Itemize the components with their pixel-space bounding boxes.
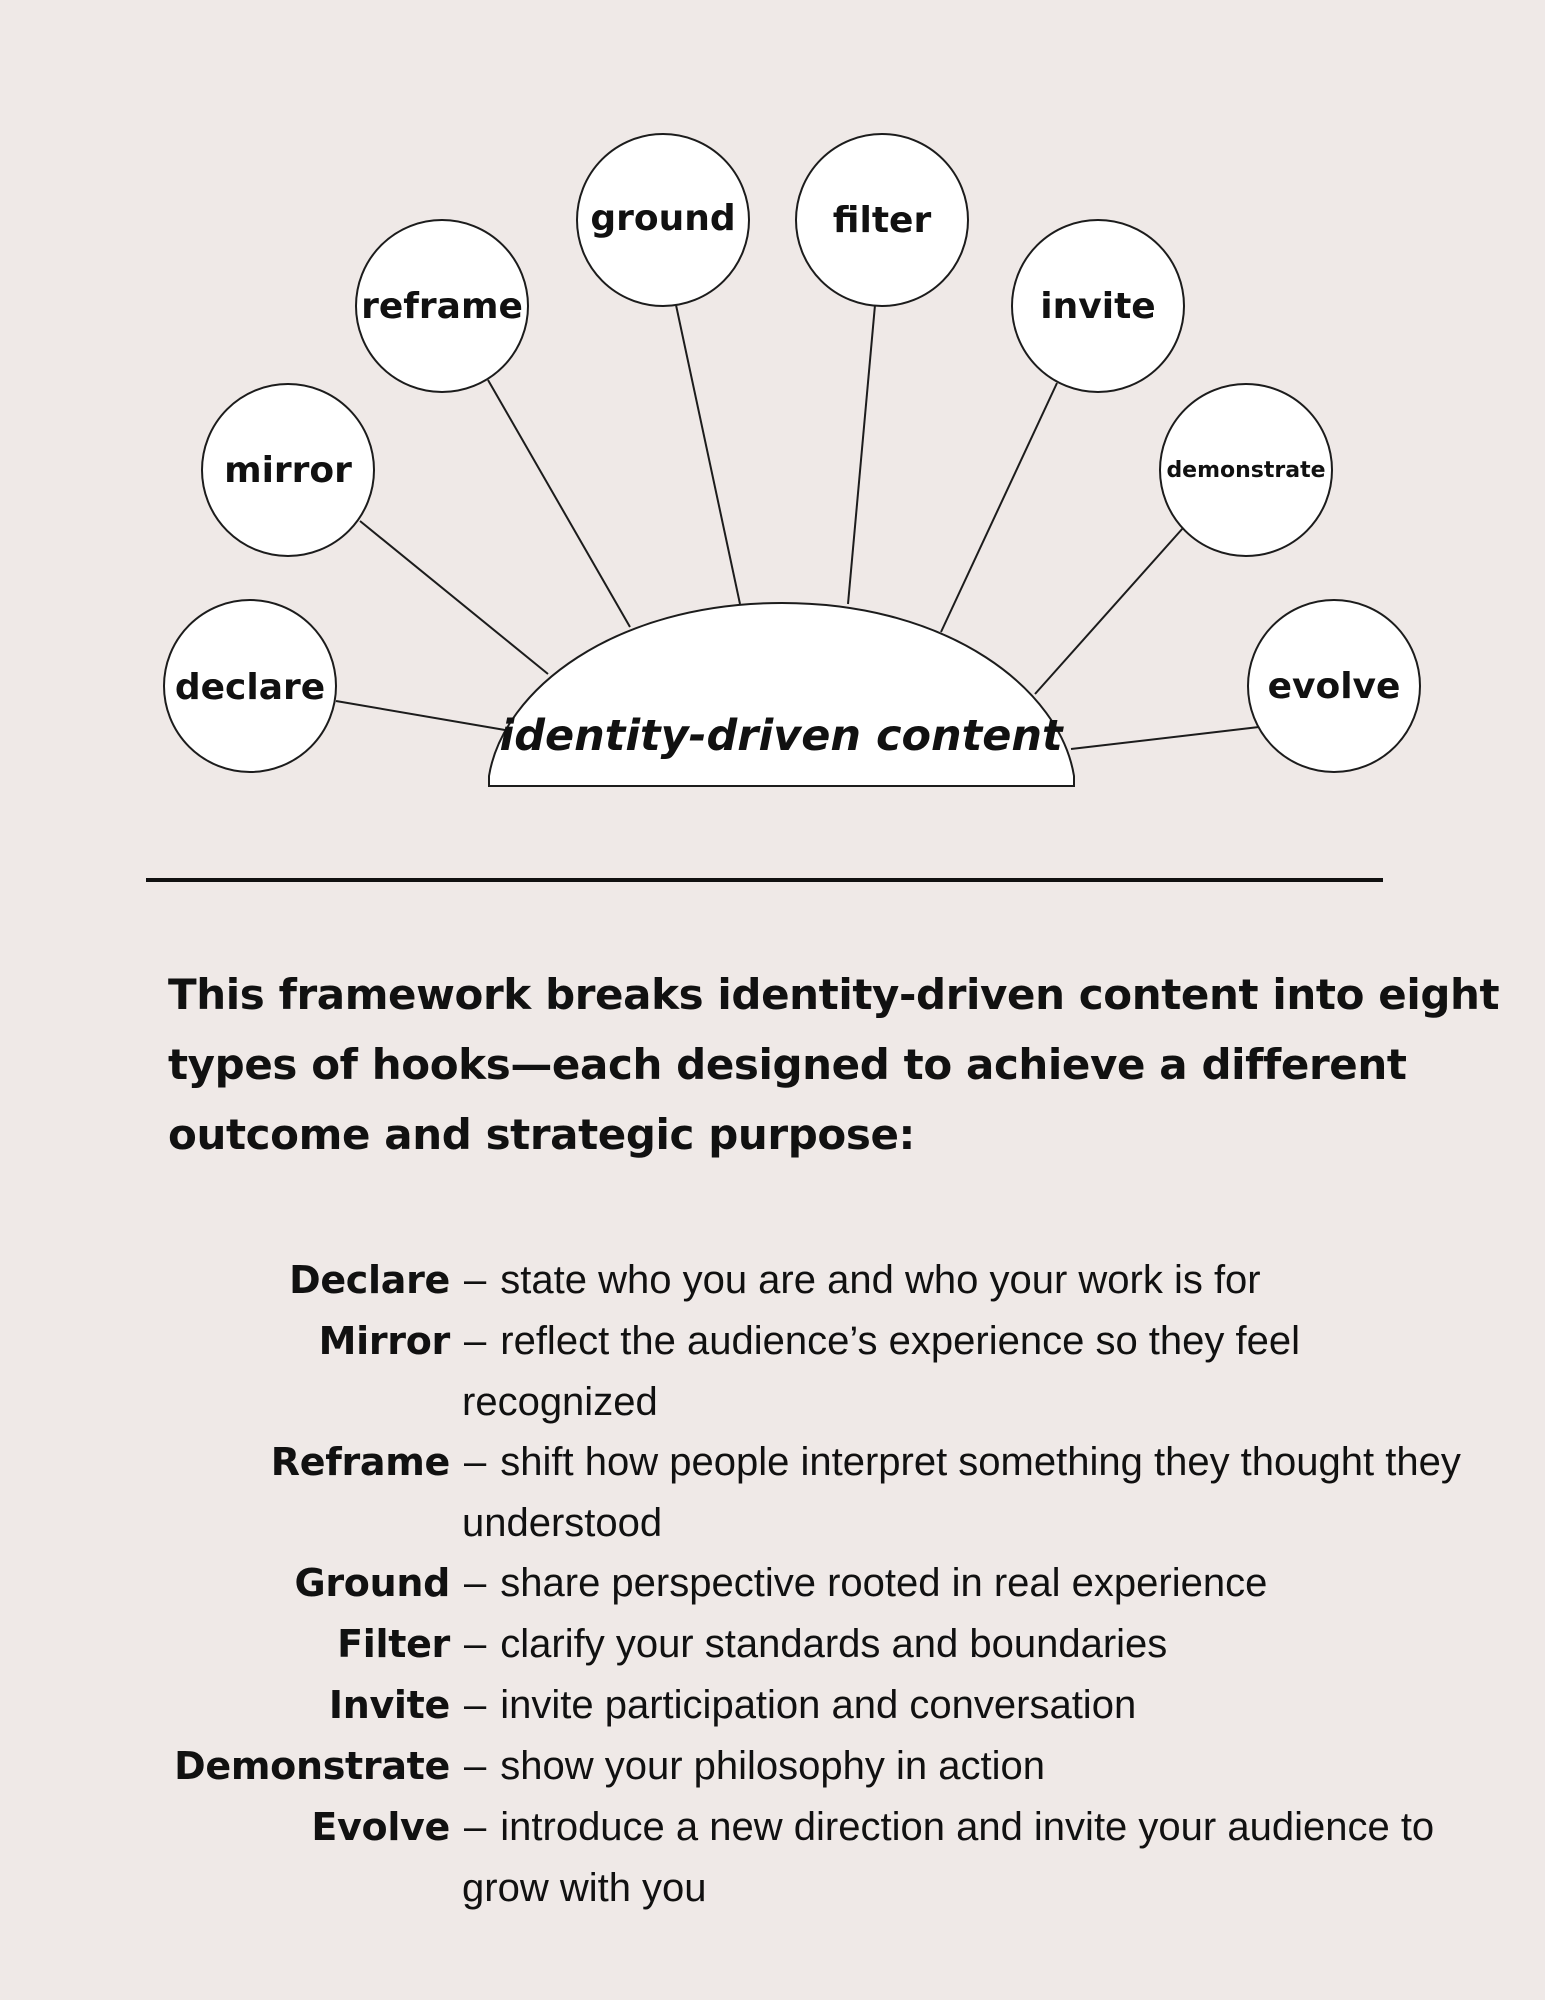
connector-filter <box>848 305 875 604</box>
dash-separator: – <box>464 1561 487 1605</box>
hook-term: Evolve <box>311 1805 450 1849</box>
dash-separator: – <box>464 1319 487 1363</box>
hook-term: Filter <box>337 1622 450 1666</box>
node-label-reframe: reframe <box>361 286 523 327</box>
intro-paragraph: This framework breaks identity-driven content into eight types of hooks—each designed to achieve a different outcome and strategic purpose: <box>168 970 1500 1159</box>
hook-description-wrapper <box>462 1614 1462 1675</box>
connector-reframe <box>488 380 630 627</box>
hook-description-wrapper <box>462 1675 1462 1736</box>
hook-description-wrapper <box>462 1553 1462 1614</box>
hook-definition-list <box>0 1250 1545 1918</box>
hook-term: Demonstrate <box>174 1744 450 1788</box>
node-label-filter: filter <box>832 200 932 241</box>
hub-label: identity-driven content <box>499 711 1063 761</box>
hook-item-declare <box>0 1250 1545 1311</box>
node-mirror <box>202 384 374 556</box>
hook-item-filter <box>0 1614 1545 1675</box>
hook-item-demonstrate <box>0 1736 1545 1797</box>
node-label-ground: ground <box>590 198 736 239</box>
section-divider <box>146 878 1383 882</box>
node-filter <box>796 134 968 306</box>
hook-item-mirror <box>0 1311 1545 1432</box>
connector-invite <box>941 383 1057 632</box>
node-label-demonstrate: demonstrate <box>1166 458 1326 483</box>
node-evolve <box>1248 600 1420 772</box>
connector-declare <box>336 701 505 730</box>
connector-evolve <box>1071 727 1259 749</box>
node-label-declare: declare <box>174 667 326 708</box>
hook-term: Reframe <box>270 1440 450 1484</box>
hook-description: show your philosophy in action <box>500 1744 1046 1788</box>
hook-term: Mirror <box>318 1319 450 1363</box>
connector-demonstrate <box>1035 528 1183 694</box>
hook-term: Ground <box>294 1561 450 1605</box>
hook-fan-diagram <box>0 0 1545 820</box>
hook-description: reflect the audience’s experience so they feel recognized <box>462 1319 1301 1424</box>
hook-item-invite <box>0 1675 1545 1736</box>
dash-separator: – <box>464 1258 487 1302</box>
node-reframe <box>356 220 528 392</box>
node-declare <box>164 600 336 772</box>
connector-mirror <box>360 521 548 674</box>
node-label-mirror: mirror <box>224 450 352 491</box>
hook-description-wrapper <box>462 1797 1462 1919</box>
node-demonstrate <box>1160 384 1332 556</box>
node-label-evolve: evolve <box>1267 666 1401 707</box>
connector-ground <box>676 305 740 604</box>
hook-description: state who you are and who your work is for <box>500 1258 1261 1302</box>
node-label-invite: invite <box>1040 286 1156 327</box>
hook-description: clarify your standards and boundaries <box>500 1622 1168 1666</box>
hook-item-ground <box>0 1553 1545 1614</box>
hook-description-wrapper <box>462 1736 1462 1797</box>
dash-separator: – <box>464 1622 487 1666</box>
hook-description: introduce a new direction and invite your audience to grow with you <box>462 1805 1435 1910</box>
dash-separator: – <box>464 1805 487 1849</box>
dash-separator: – <box>464 1683 487 1727</box>
hook-description-wrapper <box>462 1250 1462 1311</box>
hook-term: Declare <box>289 1258 450 1302</box>
hook-item-reframe <box>0 1432 1545 1553</box>
hook-description: share perspective rooted in real experience <box>500 1561 1268 1605</box>
hook-description: invite participation and conversation <box>500 1683 1137 1727</box>
node-invite <box>1012 220 1184 392</box>
hook-description-wrapper <box>462 1432 1462 1554</box>
dash-separator: – <box>464 1440 487 1484</box>
dash-separator: – <box>464 1744 487 1788</box>
node-ground <box>577 134 749 306</box>
hook-description-wrapper <box>462 1311 1462 1433</box>
hook-item-evolve <box>0 1797 1545 1918</box>
hook-description: shift how people interpret something they thought they understood <box>462 1440 1461 1545</box>
hook-term: Invite <box>328 1683 450 1727</box>
